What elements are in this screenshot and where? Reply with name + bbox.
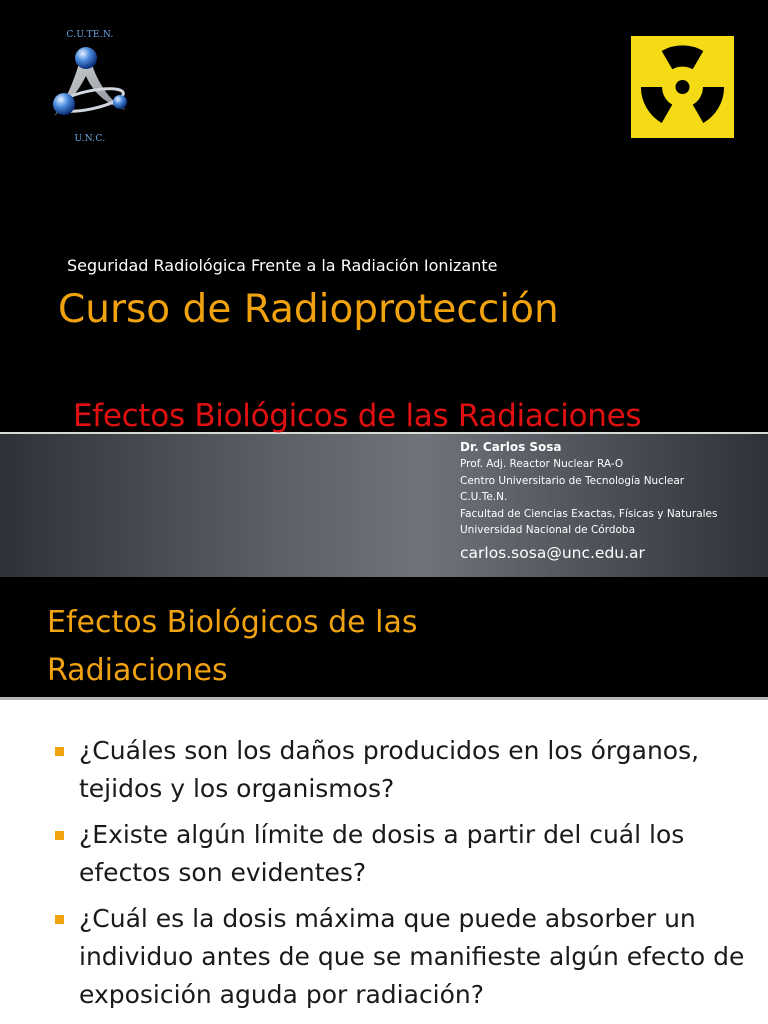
author-email: carlos.sosa@unc.edu.ar xyxy=(460,543,645,562)
radiation-trefoil-icon xyxy=(631,36,734,138)
logo-top-text: C.U.TE.N. xyxy=(66,30,114,40)
author-line: Centro Universitario de Tecnología Nuclear xyxy=(460,474,685,487)
cuten-logo xyxy=(40,28,140,148)
slide-subtitle: Seguridad Radiológica Frente a la Radiación Ionizante xyxy=(67,256,498,275)
author-line: Prof. Adj. Reactor Nuclear RA-O xyxy=(460,458,624,470)
author-line: C.U.Te.N. xyxy=(460,491,508,503)
author-line: Universidad Nacional de Córdoba xyxy=(460,524,636,536)
bullet-text: ¿Existe algún límite de dosis a partir del cuál los efectos son evidentes? xyxy=(79,820,685,887)
bullet-square-icon xyxy=(55,915,64,924)
list-item xyxy=(50,816,750,892)
list-item xyxy=(50,900,750,1014)
bullet-square-icon xyxy=(55,747,64,756)
atom-logo-icon xyxy=(46,44,134,132)
course-title: Curso de Radioprotección xyxy=(58,287,559,332)
author-block xyxy=(460,438,718,565)
section-title: Efectos Biológicos de las Radiaciones xyxy=(73,398,642,434)
logo-bottom-text: U.N.C. xyxy=(74,134,106,144)
bullet-text: ¿Cuál es la dosis máxima que puede absorber un individuo antes de que se manifieste algún efecto de exposición aguda por radiación? xyxy=(79,904,745,1009)
question-list xyxy=(50,732,750,1022)
bullet-text: ¿Cuáles son los daños producidos en los órganos, tejidos y los organismos? xyxy=(79,736,700,803)
radiation-warning-sign xyxy=(631,36,734,138)
author-line: Facultad de Ciencias Exactas, Físicas y Naturales xyxy=(460,507,718,520)
bullet-square-icon xyxy=(55,831,64,840)
content-slide-title: Efectos Biológicos de las Radiaciones xyxy=(47,605,418,688)
list-item xyxy=(50,732,750,808)
author-name: Dr. Carlos Sosa xyxy=(460,440,562,454)
